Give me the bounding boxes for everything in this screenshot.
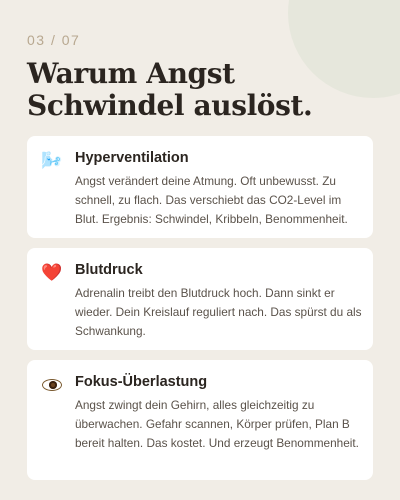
page-title: Warum Angst Schwindel auslöst.	[27, 57, 313, 122]
info-card-fokus-ueberlastung	[27, 360, 373, 480]
card-text: Angst verändert deine Atmung. Oft unbewusst. Zu schnell, zu flach. Das verschiebt das CO2-Level im Blut. Ergebnis: Schwindel, Kribbeln, Benommenheit.	[75, 174, 348, 226]
card-heading: Hyperventilation	[75, 150, 189, 166]
card-text: Angst zwingt dein Gehirn, alles gleichzeitig zu überwachen. Gefahr scannen, Körper prüfen, Plan B bereit halten. Das kostet. Und erzeugt Benommenheit.	[75, 398, 359, 450]
card-text: Adrenalin treibt den Blutdruck hoch. Dann sinkt er wieder. Dein Kreislauf reguliert nach. Das spürst du als Schwankung.	[75, 286, 362, 338]
slide-counter: 03 / 07	[27, 32, 81, 48]
card-heading: Fokus-Überlastung	[75, 374, 208, 390]
info-card-blutdruck	[27, 248, 373, 350]
heart-icon: ❤️	[41, 263, 63, 282]
wind-face-icon: 🌬️	[41, 151, 63, 170]
eye-icon	[41, 374, 63, 396]
info-card-hyperventilation	[27, 136, 373, 238]
card-heading: Blutdruck	[75, 262, 143, 278]
